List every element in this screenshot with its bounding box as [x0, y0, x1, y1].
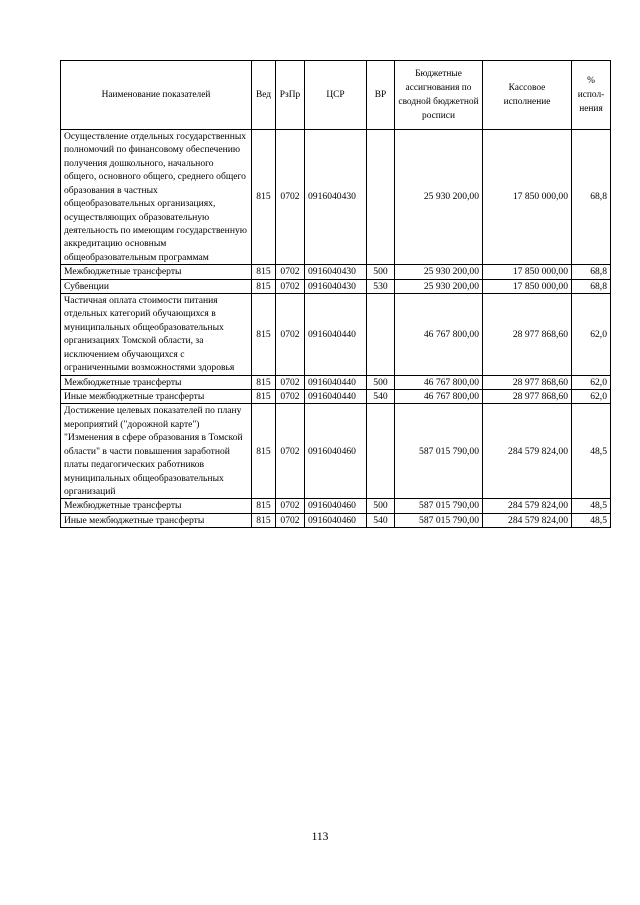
row-rzpr-cell: 0702 [276, 279, 305, 293]
row-name-cell: Межбюджетные трансферты [61, 499, 252, 513]
row-budget-cell: 587 015 790,00 [395, 404, 483, 499]
row-cash-cell: 28 977 868,60 [483, 294, 572, 376]
table-row [61, 390, 611, 404]
row-budget-cell: 46 767 800,00 [395, 294, 483, 376]
row-vr-cell: 500 [367, 499, 395, 513]
row-budget-cell: 25 930 200,00 [395, 279, 483, 293]
row-csr-cell: 0916040430 [305, 130, 367, 265]
row-budget-cell: 25 930 200,00 [395, 130, 483, 265]
row-percent-cell: 48,5 [572, 513, 611, 527]
header-ved: Вед [252, 61, 276, 130]
row-cash-cell: 284 579 824,00 [483, 513, 572, 527]
page-number: 113 [311, 831, 329, 843]
row-ved-cell: 815 [252, 279, 276, 293]
budget-execution-table [60, 60, 611, 528]
row-vr-cell [367, 404, 395, 499]
header-vr: ВР [367, 61, 395, 130]
row-percent-cell: 62,0 [572, 390, 611, 404]
row-ved-cell: 815 [252, 390, 276, 404]
row-csr-cell: 0916040430 [305, 279, 367, 293]
table-row [61, 499, 611, 513]
row-rzpr-cell: 0702 [276, 390, 305, 404]
row-vr-cell: 530 [367, 279, 395, 293]
row-csr-cell: 0916040460 [305, 513, 367, 527]
row-vr-cell: 500 [367, 375, 395, 389]
row-ved-cell: 815 [252, 375, 276, 389]
row-budget-cell: 587 015 790,00 [395, 499, 483, 513]
table-row [61, 404, 611, 499]
row-vr-cell [367, 294, 395, 376]
row-vr-cell: 500 [367, 265, 395, 279]
row-rzpr-cell: 0702 [276, 130, 305, 265]
row-name-cell: Частичная оплата стоимости питания отдельных категорий обучающихся в муниципальных общеобразовательных организациях Томской области, за исключением обучающихся с ограниченными возможностями здоровья [61, 294, 252, 376]
row-csr-cell: 0916040440 [305, 375, 367, 389]
row-percent-cell: 68,8 [572, 130, 611, 265]
row-percent-cell: 62,0 [572, 294, 611, 376]
header-rzpr: РзПр [276, 61, 305, 130]
row-ved-cell: 815 [252, 513, 276, 527]
row-cash-cell: 28 977 868,60 [483, 390, 572, 404]
row-cash-cell: 284 579 824,00 [483, 404, 572, 499]
header-cash: Кассовое исполнение [483, 61, 572, 130]
row-budget-cell: 46 767 800,00 [395, 375, 483, 389]
row-name-cell: Иные межбюджетные трансферты [61, 390, 252, 404]
row-percent-cell: 48,5 [572, 499, 611, 513]
row-rzpr-cell: 0702 [276, 513, 305, 527]
row-rzpr-cell: 0702 [276, 375, 305, 389]
row-name-cell: Осуществление отдельных государственных полномочий по финансовому обеспечению получения дошкольного, начального общего, основного общего, среднего общего образования в частных общеобразовательных организациях, осуществляющих образовательную деятельность по имеющим государственную аккредитацию основным общеобразовательным программам [61, 130, 252, 265]
row-cash-cell: 17 850 000,00 [483, 265, 572, 279]
row-name-cell: Иные межбюджетные трансферты [61, 513, 252, 527]
table-header-row [61, 61, 611, 130]
row-rzpr-cell: 0702 [276, 499, 305, 513]
row-csr-cell: 0916040460 [305, 404, 367, 499]
table-row [61, 265, 611, 279]
row-name-cell: Межбюджетные трансферты [61, 375, 252, 389]
row-vr-cell: 540 [367, 390, 395, 404]
row-cash-cell: 284 579 824,00 [483, 499, 572, 513]
row-name-cell: Межбюджетные трансферты [61, 265, 252, 279]
table-row [61, 513, 611, 527]
header-csr: ЦСР [305, 61, 367, 130]
row-ved-cell: 815 [252, 294, 276, 376]
row-csr-cell: 0916040440 [305, 390, 367, 404]
row-budget-cell: 25 930 200,00 [395, 265, 483, 279]
header-name: Наименование показателей [61, 61, 252, 130]
row-cash-cell: 17 850 000,00 [483, 130, 572, 265]
row-ved-cell: 815 [252, 499, 276, 513]
row-ved-cell: 815 [252, 130, 276, 265]
table-row [61, 375, 611, 389]
table-row [61, 130, 611, 265]
row-cash-cell: 17 850 000,00 [483, 279, 572, 293]
row-rzpr-cell: 0702 [276, 294, 305, 376]
row-vr-cell: 540 [367, 513, 395, 527]
header-budget: Бюджетные ассигнования по сводной бюджетной росписи [395, 61, 483, 130]
row-name-cell: Достижение целевых показателей по плану мероприятий ("дорожной карте") "Изменения в сфере образования в Томской области" в части повышения заработной платы педагогических работников муниципальных общеобразовательных организаций [61, 404, 252, 499]
row-budget-cell: 46 767 800,00 [395, 390, 483, 404]
row-percent-cell: 62,0 [572, 375, 611, 389]
row-vr-cell [367, 130, 395, 265]
row-csr-cell: 0916040440 [305, 294, 367, 376]
row-rzpr-cell: 0702 [276, 265, 305, 279]
row-rzpr-cell: 0702 [276, 404, 305, 499]
row-cash-cell: 28 977 868,60 [483, 375, 572, 389]
row-budget-cell: 587 015 790,00 [395, 513, 483, 527]
row-percent-cell: 48,5 [572, 404, 611, 499]
row-percent-cell: 68,8 [572, 265, 611, 279]
row-ved-cell: 815 [252, 404, 276, 499]
table-row [61, 294, 611, 376]
row-percent-cell: 68,8 [572, 279, 611, 293]
row-name-cell: Субвенции [61, 279, 252, 293]
row-csr-cell: 0916040430 [305, 265, 367, 279]
row-csr-cell: 0916040460 [305, 499, 367, 513]
table-row [61, 279, 611, 293]
row-ved-cell: 815 [252, 265, 276, 279]
header-percent: % испол-нения [572, 61, 611, 130]
